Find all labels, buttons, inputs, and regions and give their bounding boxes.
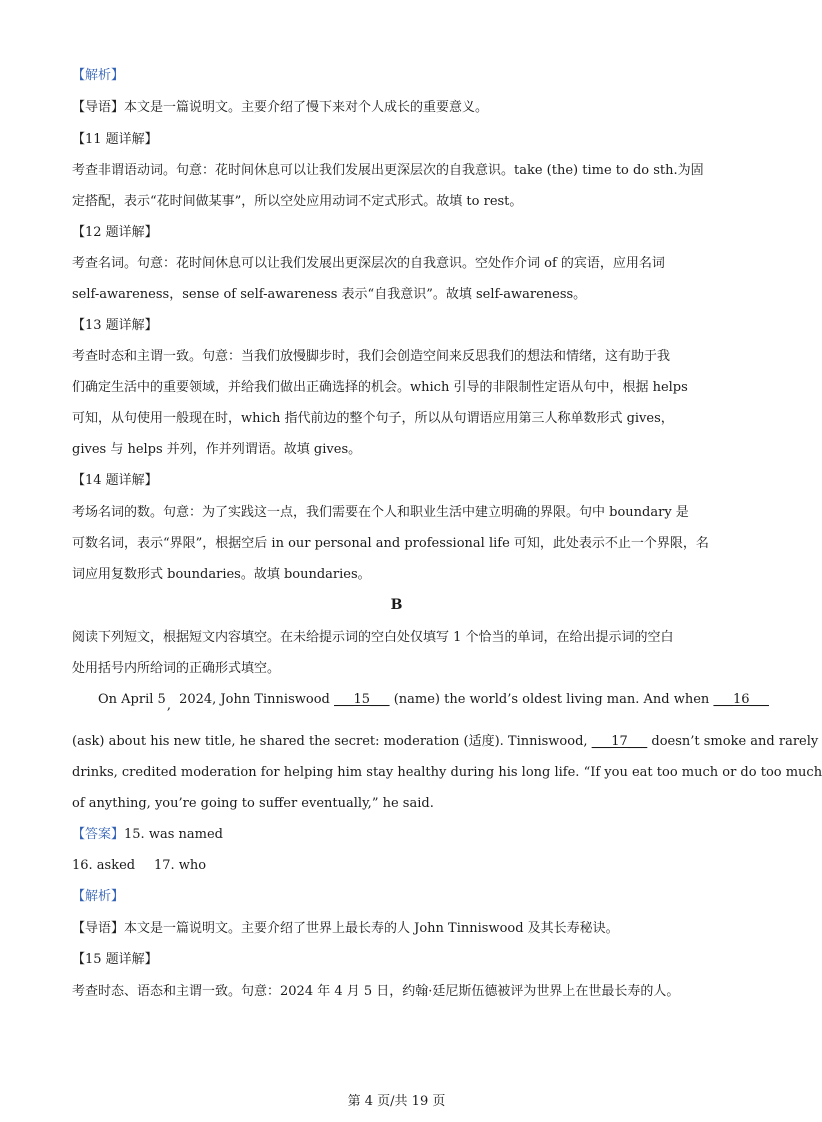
q12-heading: 【12 题详解】 bbox=[72, 225, 158, 240]
q14-line-1: 考场名词的数。句意：为了实践这一点，我们需要在个人和职业生活中建立明确的界限。句中 boundary 是 bbox=[72, 505, 689, 520]
q14-line-2: 可数名词，表示“界限”，根据空后 in our personal and professional life 可知，此处表示不止一个界限，名 bbox=[72, 536, 709, 551]
passage-text-2a: (ask) about his new title, he shared the secret: moderation (适度). Tinniswood, bbox=[72, 734, 588, 749]
q13-line-1: 考查时态和主谓一致。句意：当我们放慢脚步时，我们会创造空间来反思我们的想法和情绪，这有助于我 bbox=[72, 349, 671, 364]
blank-17[interactable]: ___17___ bbox=[591, 734, 648, 749]
passage-date: On April 5 bbox=[98, 692, 166, 707]
passage-line-4: of anything, you’re going to suffer eventually,” he said. bbox=[72, 796, 434, 811]
answer-16: 16. asked bbox=[72, 858, 136, 873]
q13-heading: 【13 题详解】 bbox=[72, 318, 158, 333]
passage-text-2b: doesn’t smoke and rarely bbox=[651, 734, 819, 749]
q14-line-3: 词应用复数形式 boundaries。故填 boundaries。 bbox=[72, 567, 371, 582]
passage-line-2 bbox=[72, 732, 818, 752]
answer-17: 17. who bbox=[154, 858, 207, 873]
answer-15: 15. was named bbox=[124, 827, 223, 842]
instruction-line-2: 处用括号内所给词的正确形式填空。 bbox=[72, 661, 281, 676]
passage-text-1c: (name) the world’s oldest living man. And when bbox=[393, 692, 710, 707]
passage-text-1b: 2024, John Tinniswood bbox=[179, 692, 330, 707]
q12-line-1: 考查名词。句意：花时间休息可以让我们发展出更深层次的自我意识。空处作介词 of 的宾语，应用名词 bbox=[72, 256, 665, 271]
intro-1: 【导语】本文是一篇说明文。主要介绍了慢下来对个人成长的重要意义。 bbox=[72, 100, 489, 115]
q14-heading: 【14 题详解】 bbox=[72, 473, 158, 488]
q15-heading: 【15 题详解】 bbox=[72, 952, 158, 967]
analysis-label-2: 【解析】 bbox=[72, 889, 125, 904]
part-b-title: B bbox=[390, 597, 403, 613]
passage-line-3: drinks, credited moderation for helping him stay healthy during his long life. “If you eat too much or do too much bbox=[72, 765, 822, 780]
page-footer: 第 4 页/共 19 页 bbox=[347, 1094, 446, 1109]
answer-line-1 bbox=[72, 825, 223, 845]
passage-line-1 bbox=[98, 690, 769, 713]
analysis-label-1: 【解析】 bbox=[72, 68, 125, 83]
q11-line-2: 定搭配，表示“花时间做某事”，所以空处应用动词不定式形式。故填 to rest。 bbox=[72, 194, 523, 209]
answer-line-2 bbox=[72, 856, 206, 876]
intro-2: 【导语】本文是一篇说明文。主要介绍了世界上最长寿的人 John Tinniswood 及其长寿秘诀。 bbox=[72, 921, 619, 936]
answer-label: 【答案】 bbox=[72, 827, 125, 842]
q15-line-1: 考查时态、语态和主谓一致。句意：2024 年 4 月 5 日，约翰·廷尼斯伍德被评为世界上在世最长寿的人。 bbox=[72, 984, 680, 999]
comma-mark: , bbox=[166, 698, 171, 713]
q12-line-2: self-awareness，sense of self-awareness 表示“自我意识”。故填 self-awareness。 bbox=[72, 287, 587, 302]
q11-line-1: 考查非谓语动词。句意：花时间休息可以让我们发展出更深层次的自我意识。take (the) time to do sth.为固 bbox=[72, 163, 704, 178]
q13-line-3: 可知，从句使用一般现在时，which 指代前边的整个句子，所以从句谓语应用第三人称单数形式 gives， bbox=[72, 411, 674, 426]
blank-16[interactable]: ___16___ bbox=[713, 692, 769, 707]
q11-heading: 【11 题详解】 bbox=[72, 132, 158, 147]
blank-15[interactable]: ___15___ bbox=[334, 692, 390, 707]
instruction-line-1: 阅读下列短文，根据短文内容填空。在未给提示词的空白处仅填写 1 个恰当的单词，在给出提示词的空白 bbox=[72, 630, 674, 645]
q13-line-4: gives 与 helps 并列，作并列谓语。故填 gives。 bbox=[72, 442, 362, 457]
q13-line-2: 们确定生活中的重要领域，并给我们做出正确选择的机会。which 引导的非限制性定语从句中，根据 helps bbox=[72, 380, 688, 395]
